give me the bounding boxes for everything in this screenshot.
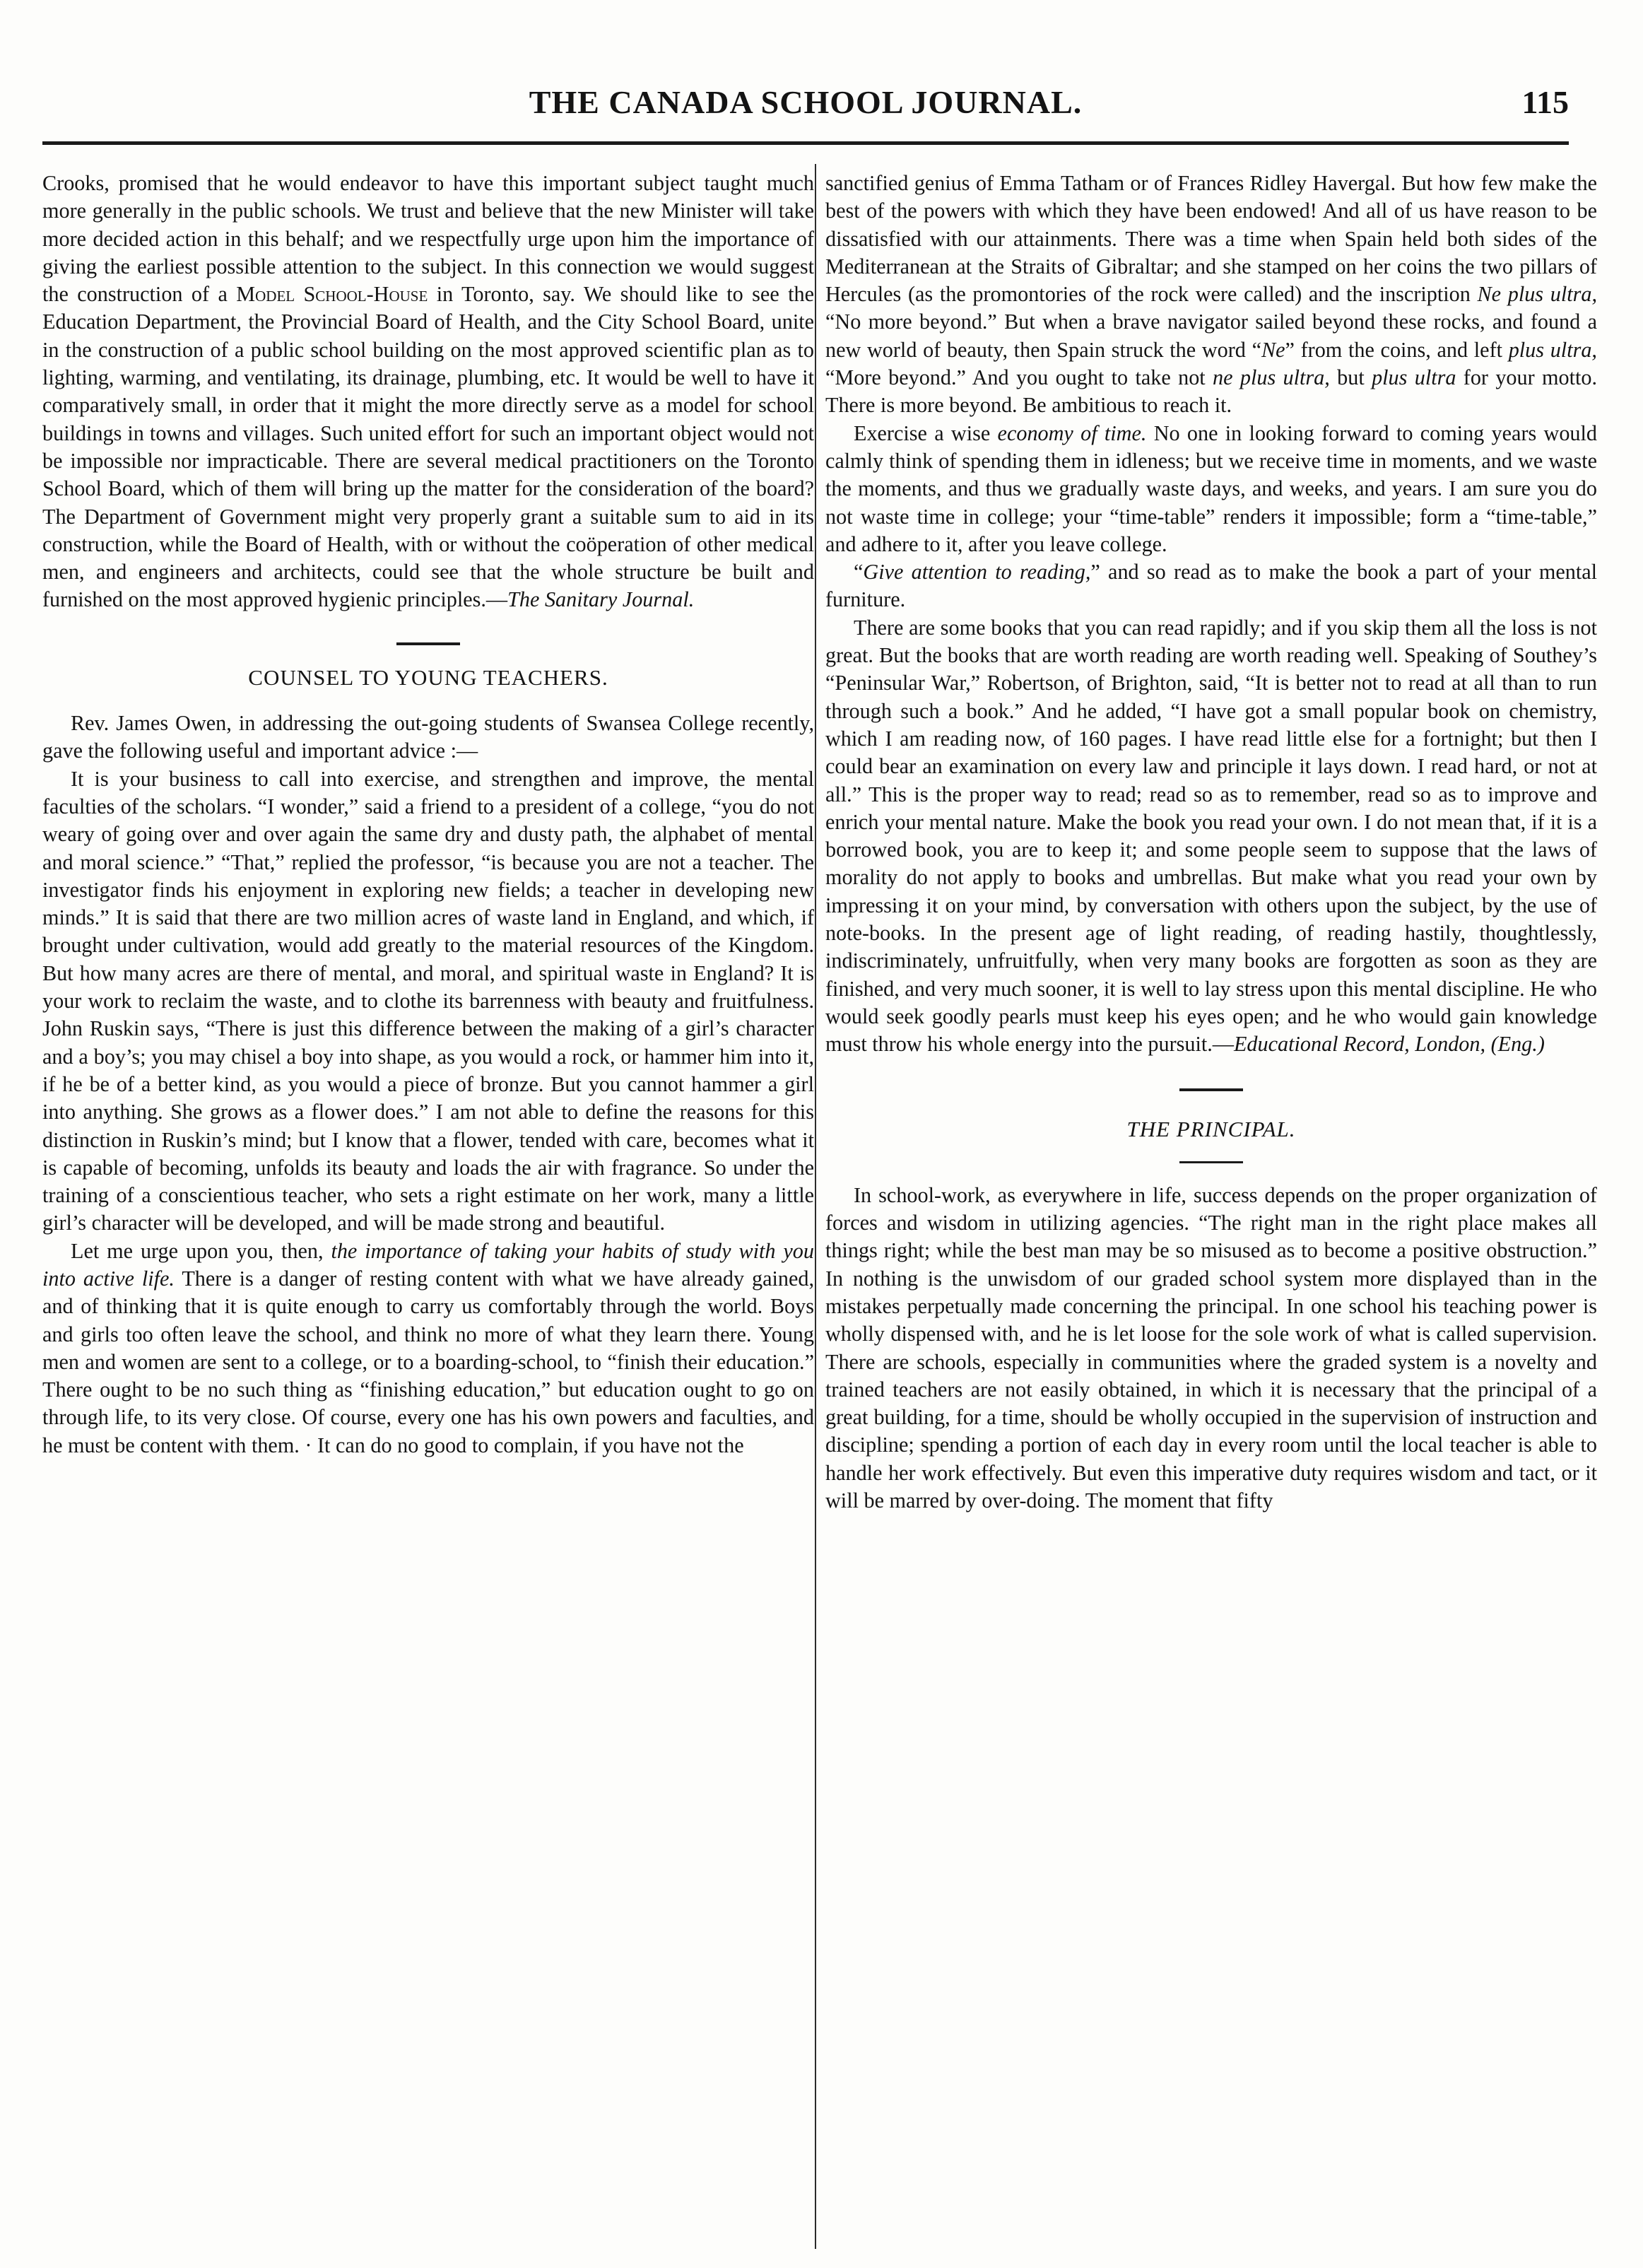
- counsel-paragraph-3: [42, 1238, 814, 1459]
- books-text: There are some books that you can read rapidly; and if you skip them all the loss is not great. But the books that are worth reading are worth reading well. Speaking of Southey’s “Peninsular War,” Robertson, of Brighton, said, “It is better not to read at all than to run through such a book.” And he added, “I have got a small popular book on chemistry, which I am reading now, of 160 pages. I have read little else for a fortnight; but then I could bear an examination on every law and principle it lays down. I read hard, or not at all.” This is the proper way to read; read so as to remember, read so as to improve and enrich your mental nature. Make the book you read your own. I do not mean that, if it is a borrowed book, you are to keep it; and some people seem to suppose that the laws of morality do not apply to books and umbrellas. But make what you read your own by impressing it on your mind, by conversation with others upon the subject, by the use of note-books. In the present age of light reading, of reading hastily, thoughtlessly, indiscriminately, unfruitfully, when very many books are forgotten as soon as they are finished, and very much sooner, it is well to lay stress upon this mental discipline. He who would seek goodly pearls must keep his eyes open; and he who would gain knowledge must throw his whole energy into the pursuit.—: [825, 615, 1597, 1057]
- page-number: 115: [1521, 84, 1569, 120]
- journal-title: THE CANADA SCHOOL JOURNAL.: [529, 84, 1083, 120]
- counsel-cont-text-d: “More beyond.” And you ought to take not: [825, 365, 1213, 390]
- sanitary-text-b: in Toronto, say. We should like to see the Education Department, the Provincial Board of Health, and the City School Board, unite in the construction of a public school building on the most approved scientific plan as to lighting, warming, and ventilating, its drainage, plumbing, etc. It would be well to have it comparatively small, in order that it might the more directly serve as a model for school buildings in towns and villages. Such united effort for such an important object would not be impossible nor impracticable. There are several medical practitioners on the Toronto School Board, which of them will bring up the matter for the consideration of the board? The Department of Government might very properly grant a suitable sum to aid in its construction, while the Board of Health, with or without the coöperation of other medical men, and engineers and architects, could see that the whole structure be built and furnished on the most approved hygienic principles.—: [42, 282, 814, 612]
- economy-italic: economy of time.: [997, 421, 1147, 445]
- right-column: [825, 170, 1597, 2262]
- counsel-cont-text-b: “No more beyond.” But when a brave navigator sailed beyond these rocks, and found a new world of beauty, then Spain struck the word “: [825, 310, 1597, 362]
- ne-word: Ne: [1261, 337, 1285, 362]
- page-header: [42, 83, 1569, 134]
- sanitary-source: The Sanitary Journal.: [507, 587, 695, 612]
- counsel-cont-text-e: but: [1329, 365, 1372, 390]
- counsel-heading: COUNSEL TO YOUNG TEACHERS.: [248, 664, 608, 690]
- reading-paragraph: [825, 558, 1597, 614]
- counsel-cont-text-f: for your motto. There is more beyond. Be ambitious to reach it.: [825, 365, 1597, 418]
- reading-open-quote: “: [854, 560, 864, 584]
- principal-heading: THE PRINCIPAL.: [1126, 1116, 1296, 1141]
- counsel-p3-italic: the importance of taking your habits of study with you into active life.: [42, 1238, 814, 1291]
- counsel-cont-text-a: sanctified genius of Emma Tatham or of Frances Ridley Havergal. But how few make the best of the powers with which they have been endowed! And all of us have reason to be dissatisfied with our attainments. There was a time when Spain held both sides of the Mediterranean at the Straits of Gibraltar; and she stamped on her coins the two pillars of Hercules (as the promontories of the rock were called) and the inscription: [825, 171, 1597, 307]
- counsel-p3-a: Let me urge upon you, then,: [71, 1238, 331, 1263]
- principal-rule: [1179, 1161, 1243, 1163]
- plus-ultra-2: plus ultra: [1372, 365, 1456, 390]
- books-paragraph: [825, 614, 1597, 1059]
- plus-ultra-1: plus ultra,: [1508, 337, 1597, 362]
- header-rule: [42, 141, 1569, 145]
- educational-record-source: Educational Record, London, (Eng.): [1233, 1032, 1545, 1057]
- left-column: [42, 170, 814, 2262]
- ne-plus-ultra-1: Ne plus ultra,: [1477, 282, 1597, 307]
- economy-of-time-paragraph: [825, 420, 1597, 558]
- reading-text: ” and so read as to make the book a part of your mental furniture.: [825, 560, 1597, 612]
- economy-text-b: No one in looking forward to coming years would calmly think of spending them in idleness; but we receive time in moments, and we waste the moments, and thus we gradually waste days, and weeks, and years. I am sure you do not waste time in college; your “time-table” renders it impossible; form a “time-table,” and adhere to it, after you leave college.: [825, 421, 1597, 556]
- column-divider: [815, 164, 816, 2249]
- sanitary-article-paragraph: [42, 170, 814, 614]
- counsel-paragraph-2: It is your business to call into exercise, and strengthen and improve, the mental faculties of the scholars. “I wonder,” said a friend to a president of a college, “you do not weary of going over and over again the same dry and dusty path, the alphabet of mental and moral science.” “That,” replied the professor, “is because you are not a teacher. The investigator finds his enjoyment in exploring new fields; a teacher in developing new minds.” It is said that there are two million acres of waste land in England, and which, if brought under cultivation, would add greatly to the material resources of the Kingdom. But how many acres are there of mental, and moral, and spiritual waste in England? It is your work to reclaim the waste, and to clothe its barrenness with beauty and fruitfulness. John Ruskin says, “There is just this difference between the making of a girl’s character and a boy’s; you may chisel a boy into shape, as you would a rock, or hammer him into it, if he be of a better kind, as you would a piece of bronze. But you cannot hammer a girl into anything. She grows as a flower does.” I am not able to define the reasons for this distinction in Ruskin’s mind; but I know that a flower, tended with care, becomes what it is capable of becoming, unfolds its beauty and loads the air with fragrance. So under the training of a conscientious teacher, who sets a right estimate on her work, many a little girl’s character will be developed, and will be made strong and beautiful.: [42, 766, 814, 1235]
- counsel-p3-b: There is a danger of resting content with what we have already gained, and of thinking that it is quite enough to carry us comfortably through the world. Boys and girls too often leave the school, and think no more of what they learn there. Young men and women are sent to a college, or to a boarding-school, to “finish their education.” There ought to be no such thing as “finishing education,” but education ought to go on through life, to its very close. Of course, every one has his own powers and faculties, and he must be content with them. · It can do no good to complain, if you have not the: [42, 1266, 814, 1457]
- model-school-house: Model School-House: [236, 282, 428, 307]
- reading-italic: Give attention to reading,: [863, 560, 1091, 584]
- sanitary-text-a: Crooks, promised that he would endeavor to have this important subject taught much more generally in the public schools. We trust and believe that the new Minister will take more decided action in this behalf; and we respectfully urge upon him the importance of giving the earliest possible attention to the subject. In this connection we would suggest the construction of a: [42, 171, 814, 307]
- counsel-intro-paragraph: Rev. James Owen, in addressing the out-going students of Swansea College recently, gave the following useful and important advice :—: [42, 711, 814, 763]
- counsel-continued-paragraph: [825, 170, 1597, 420]
- section-rule: [396, 642, 460, 645]
- principal-paragraph: In school-work, as everywhere in life, success depends on the proper organization of forces and wisdom in utilizing agencies. “The right man in the right place makes all things right; while the best man may be so misused as to become a positive obstruction.” In nothing is the unwisdom of our graded school system more displayed than in the mistakes perpetually made concerning the principal. In one school his teaching power is wholly dispensed with, and he is let loose for the sole work of what is called supervision. There are schools, especially in communities where the graded system is a novelty and trained teachers are not easily obtained, in which it is necessary that the principal of a great building, for a time, should be wholly occupied in the supervision of instruction and discipline; spending a portion of each day in every room until the local teacher is able to handle her work effectively. But even this imperative duty requires wisdom and tact, or it will be marred by over-doing. The moment that fifty: [825, 1182, 1597, 1513]
- section-rule: [1179, 1088, 1243, 1091]
- economy-text-a: Exercise a wise: [854, 421, 998, 445]
- ne-plus-ultra-2: ne plus ultra,: [1213, 365, 1330, 390]
- counsel-cont-text-c: ” from the coins, and left: [1285, 337, 1509, 362]
